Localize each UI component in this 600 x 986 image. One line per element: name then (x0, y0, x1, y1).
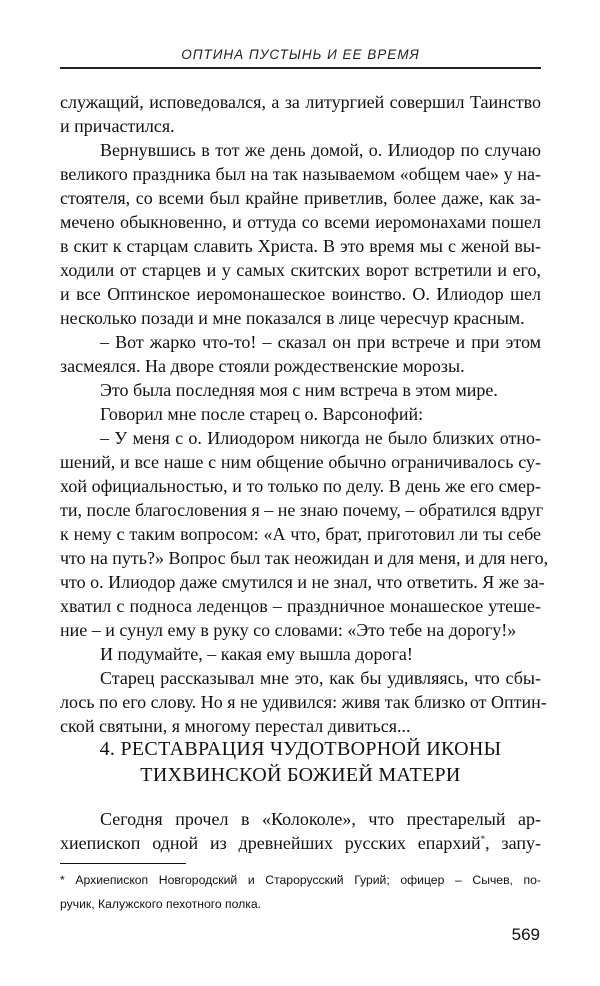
text-line: что на путь?» Вопрос был так неожидан и для меня, и для него, (60, 548, 549, 568)
footnote-rule (60, 863, 186, 864)
footnote-line: * Архиепископ Новгородский и Старорусский Гурий; офицер – Сычев, по- (60, 873, 541, 887)
text-line: в скит к старцам славить Христа. В это время мы с женой вы- (60, 236, 541, 256)
text-line: – У меня с о. Илиодором никогда не было близких отно- (100, 428, 541, 448)
text-line: шений, и все наше с ним общение обычно ограничивалось су- (60, 452, 541, 472)
text-line: несколько позади и мне показался в лице чересчур красным. (60, 308, 525, 328)
text-line: ской святыни, я многому перестал дивиться... (60, 716, 411, 736)
text-line: ходили от старцев и у самых скитских ворот встретили и его, (60, 260, 541, 280)
text-line: лось по его слову. Но я не удивился: живя так близко от Оптин- (60, 692, 547, 712)
text-line: мечено обыкновенно, и оттуда со всеми иеромонахами пошел (60, 212, 541, 232)
text-line: – Вот жарко что-то! – сказал он при встрече и при этом (100, 332, 541, 352)
text-line: великого праздника был на так называемом «общем чае» у на- (60, 164, 541, 184)
text-line: стоятеля, со всеми был крайне приветлив, более даже, как за- (60, 188, 541, 208)
text-line: И подумайте, – какая ему вышла дорога! (100, 644, 413, 664)
text-line (60, 831, 541, 855)
page-number: 569 (511, 925, 540, 944)
text-line: Сегодня прочел в «Колоколе», что престарелый ар- (100, 809, 541, 829)
text-line: Вернувшись в тот же день домой, о. Илиодор по случаю (100, 140, 541, 160)
text-fragment: , запу- (485, 833, 541, 853)
main-text (60, 90, 549, 738)
text-line: хватил с подноса леденцов – праздничное монашеское утеше- (60, 596, 541, 616)
text-line: и причастился. (60, 116, 175, 136)
header-rule (60, 67, 541, 69)
text-line: ти, после благословения я – не знаю почему, – обратился вдруг (60, 500, 544, 520)
text-line: что о. Илиодор даже смутился и не знал, что ответить. Я же за- (60, 572, 545, 592)
text-line: и все Оптинское иеромонашеское воинство. О. Илиодор шел (60, 284, 541, 304)
text-fragment: хиепископ одной из древнейших русских епархий (60, 833, 481, 853)
text-line: хой официальностью, и то только по делу. В день же его смер- (60, 476, 541, 496)
footnote-line: ручик, Калужского пехотного полка. (60, 897, 262, 911)
section-heading: 4. РЕСТАВРАЦИЯ ЧУДОТВОРНОЙ ИКОНЫ (99, 738, 502, 760)
text-line: засмеялся. На дворе стояли рождественские морозы. (60, 356, 465, 376)
text-line: Говорил мне после старец о. Варсонофий: (100, 404, 424, 424)
text-line: Это была последняя моя с ним встреча в этом мире. (100, 380, 498, 400)
section-text (60, 807, 541, 855)
section-heading-continued: ТИХВИНСКОЙ БОЖИЕЙ МАТЕРИ (140, 764, 461, 786)
text-line: к нему с таким вопросом: «А что, брат, приготовил ли ты себе (60, 524, 541, 544)
running-header: ОПТИНА ПУСТЫНЬ И ЕЕ ВРЕМЯ (181, 47, 420, 62)
text-line: ние – и сунул ему в руку со словами: «Это тебе на дорогу!» (60, 620, 517, 640)
footnote (60, 869, 541, 917)
text-line: служащий, исповедовался, а за литургией совершил Таинство (60, 92, 541, 112)
footnote-marker: * (480, 834, 486, 844)
text-line: Старец рассказывал мне это, как бы удивляясь, что сбы- (100, 668, 541, 688)
